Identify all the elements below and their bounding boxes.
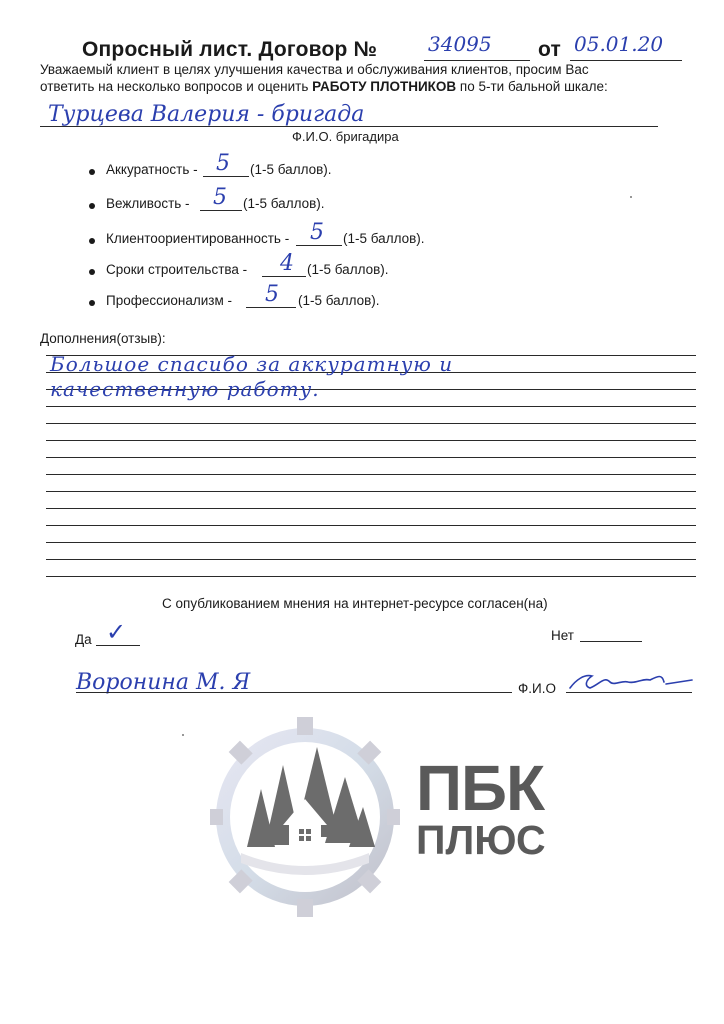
feedback-text-line-1: Большое спасибо за аккуратную и <box>50 352 454 376</box>
bullet <box>89 238 95 244</box>
criterion-5-label: Профессионализм - <box>106 293 232 308</box>
bullet <box>89 300 95 306</box>
criterion-5-score: 5 <box>265 282 279 307</box>
bullet <box>89 269 95 275</box>
page-title <box>82 38 377 62</box>
criterion-2-score: 5 <box>213 185 227 210</box>
bullet <box>89 169 95 175</box>
contract-number: 34095 <box>428 32 492 56</box>
criterion-2-label: Вежливость - <box>106 196 190 211</box>
criterion-5-scale: (1-5 баллов). <box>298 293 380 308</box>
scan-speck <box>630 196 632 198</box>
criterion-3-label: Клиентоориентированность - <box>106 231 290 246</box>
feedback-label: Дополнения(отзыв): <box>40 331 166 346</box>
logo-text-line-2: ПЛЮС <box>416 817 546 863</box>
date-prefix: от <box>538 38 561 61</box>
criterion-5-line <box>246 307 296 308</box>
consent-yes-checkmark-icon: ✓ <box>106 618 127 646</box>
client-name-line <box>76 692 512 693</box>
bullet <box>89 203 95 209</box>
criterion-4-score: 4 <box>280 251 294 276</box>
criterion-4-line <box>262 276 306 277</box>
client-fio-label: Ф.И.О <box>518 681 556 696</box>
contract-number-line <box>424 60 530 61</box>
criterion-2-scale: (1-5 баллов). <box>243 196 325 211</box>
criterion-2-line <box>200 210 242 211</box>
intro-line-1: Уважаемый клиент в целях улучшения качества и обслуживания клиентов, просим Вас <box>40 62 589 77</box>
criterion-4-label: Сроки строительства - <box>106 262 248 277</box>
consent-yes-label: Да <box>75 632 92 647</box>
logo-text-line-1: ПБК <box>416 752 545 824</box>
foreman-name: Турцева Валерия - бригада <box>48 102 365 127</box>
scan-speck <box>182 734 184 736</box>
criterion-3-line <box>296 245 342 246</box>
consent-text: С опубликованием мнения на интернет-ресурсе согласен(на) <box>162 596 548 611</box>
criterion-3-scale: (1-5 баллов). <box>343 231 425 246</box>
criterion-1-score: 5 <box>216 151 230 176</box>
title-prefix: Опросный лист. Договор № <box>82 38 378 61</box>
criterion-1-label: Аккуратность - <box>106 162 198 177</box>
date-line <box>570 60 682 61</box>
intro-line-2: ответить на несколько вопросов и оценить РАБОТУ ПЛОТНИКОВ по 5-ти бальной шкале: <box>40 79 608 94</box>
foreman-caption: Ф.И.О. бригадира <box>292 129 399 144</box>
criterion-1-scale: (1-5 баллов). <box>250 162 332 177</box>
foreman-line <box>40 126 658 127</box>
logo-gear-trees-icon <box>210 712 400 922</box>
contract-date: 05.01.20 <box>574 32 664 56</box>
consent-no-label: Нет <box>551 628 574 643</box>
criterion-1-line <box>203 176 249 177</box>
client-name: Воронина М. Я <box>76 670 251 695</box>
client-signature <box>566 666 696 696</box>
criterion-4-scale: (1-5 баллов). <box>307 262 389 277</box>
consent-no-line <box>580 641 642 642</box>
feedback-text-line-2: качественную работу. <box>50 377 320 401</box>
criterion-3-score: 5 <box>310 220 324 245</box>
company-logo <box>210 712 570 922</box>
